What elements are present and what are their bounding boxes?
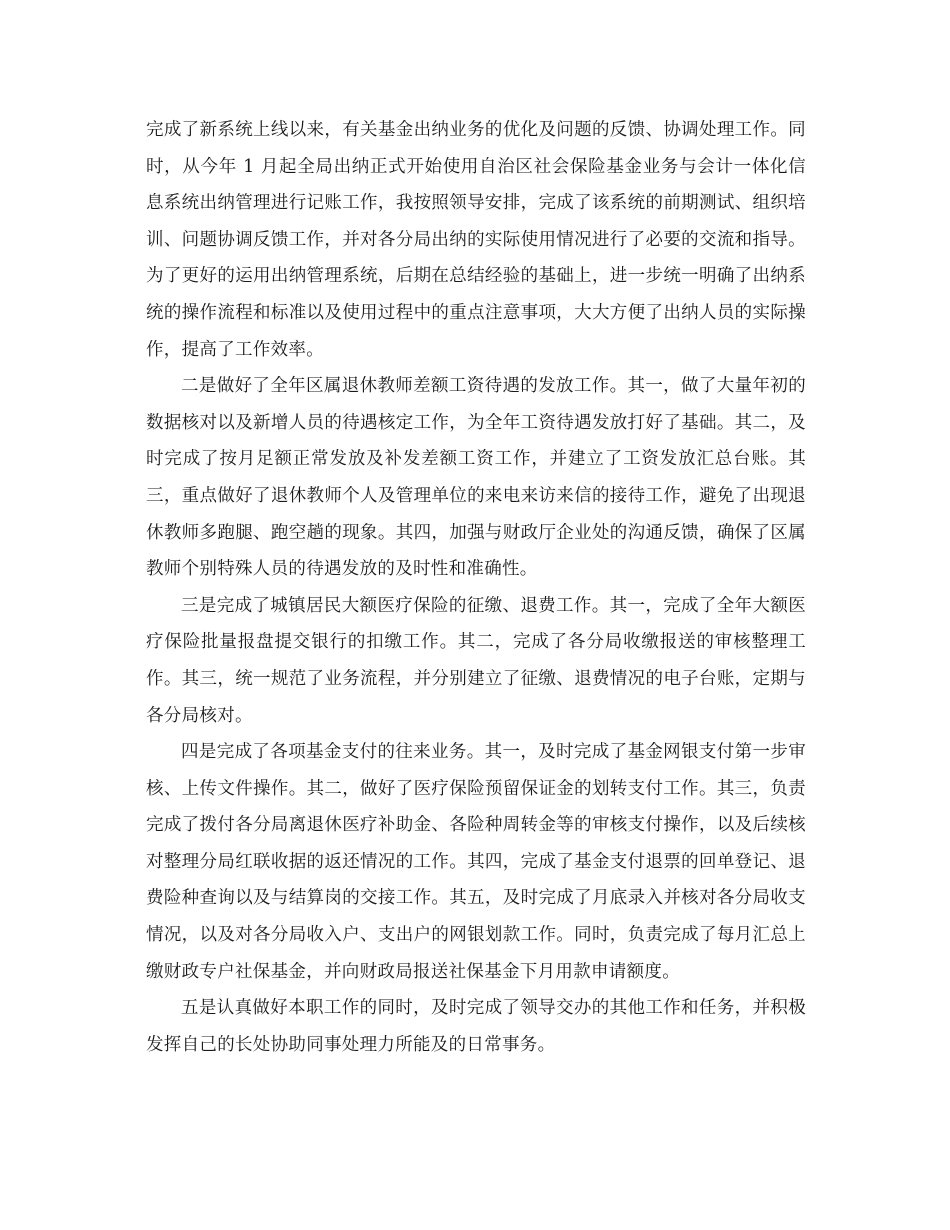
paragraph-2: 二是做好了全年区属退休教师差额工资待遇的发放工作。其一，做了大量年初的数据核对以及新增人员的待遇核定工作，为全年工资待遇发放打好了基础。其二，及时完成了按月足额正常发放及补发差额工资工作，并建立了工资发放汇总台账。其三，重点做好了退休教师个人及管理单位的来电来访来信的接待工作，避免了出现退休教师多跑腿、跑空趟的现象。其四，加强与财政厅企业处的沟通反馈，确保了区属教师个别特殊人员的待遇发放的及时性和准确性。 (146, 376, 806, 580)
paragraph-4: 四是完成了各项基金支付的往来业务。其一，及时完成了基金网银支付第一步审核、上传文件操作。其二，做好了医疗保险预留保证金的划转支付工作。其三，负责完成了拨付各分局离退休医疗补助金、各险种周转金等的审核支付操作，以及后续核对整理分局红联收据的返还情况的工作。其四，完成了基金支付退票的回单登记、退费险种查询以及与结算岗的交接工作。其五，及时完成了月底录入并核对各分局收支情况，以及对各分局收入户、支出户的网银划款工作。同时，负责完成了每月汇总上缴财政专户社保基金，并向财政局报送社保基金下月用款申请额度。 (146, 742, 806, 982)
paragraph-5: 五是认真做好本职工作的同时，及时完成了领导交办的其他工作和任务，并积极发挥自己的长处协助同事处理力所能及的日常事务。 (146, 998, 806, 1055)
paragraph-3: 三是完成了城镇居民大额医疗保险的征缴、退费工作。其一，完成了全年大额医疗保险批量报盘提交银行的扣缴工作。其二，完成了各分局收缴报送的审核整理工作。其三，统一规范了业务流程，并分别建立了征缴、退费情况的电子台账，定期与各分局核对。 (146, 595, 806, 726)
document-body (146, 112, 806, 1063)
paragraph-1: 完成了新系统上线以来，有关基金出纳业务的优化及问题的反馈、协调处理工作。同时，从今年 1 月起全局出纳正式开始使用自治区社会保险基金业务与会计一体化信息系统出纳管理进行记账工作，我按照领导安排，完成了该系统的前期测试、组织培训、问题协调反馈工作，并对各分局出纳的实际使用情况进行了必要的交流和指导。为了更好的运用出纳管理系统，后期在总结经验的基础上，进一步统一明确了出纳系统的操作流程和标准以及使用过程中的重点注意事项，大大方便了出纳人员的实际操作，提高了工作效率。 (146, 120, 806, 360)
